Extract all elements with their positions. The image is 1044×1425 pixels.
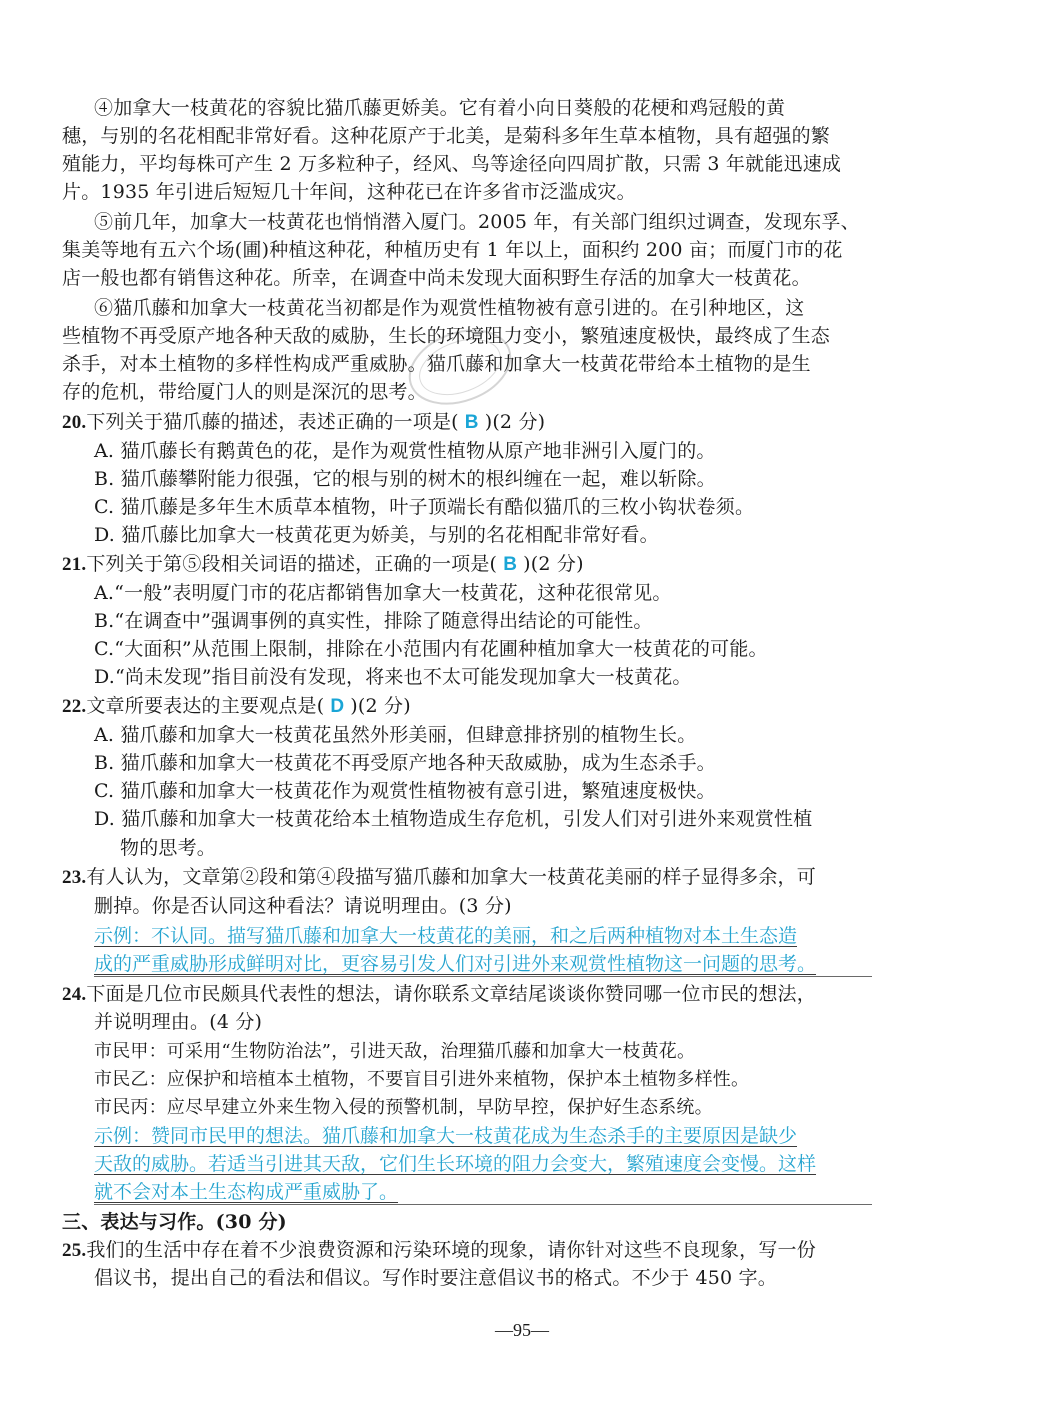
page-number: —95— — [495, 1320, 549, 1340]
question-24-answer-line-2: 天敌的威胁。若适当引进其天敌，它们生长环境的阻力会变大，繁殖速度会变慢。这样 — [94, 1153, 817, 1175]
question-20-stem — [62, 408, 545, 437]
question-21-stem — [62, 550, 584, 579]
question-number: 25. — [62, 1240, 87, 1261]
citizen-c-opinion: 市民丙：应尽早建立外来生物入侵的预警机制，早防早控，保护好生态系统。 — [94, 1097, 713, 1118]
question-25-stem-cont: 倡议书，提出自己的看法和倡议。写作时要注意倡议书的格式。不少于 450 字。 — [94, 1267, 777, 1289]
passage-p6-line-2: 些植物不再受原产地各种天敌的威胁，生长的环境阻力变小，繁殖速度极快，最终成了生态 — [62, 325, 831, 347]
question-stem-text: 我们的生活中存在着不少浪费资源和污染环境的现象，请你针对这些不良现象，写一份 — [86, 1239, 816, 1261]
question-22-stem — [62, 692, 411, 721]
question-20-option-a: A. 猫爪藤长有鹅黄色的花，是作为观赏性植物从原产地非洲引入厦门的。 — [94, 440, 716, 462]
question-stem-text: 下列关于猫爪藤的描述，表述正确的一项是( — [86, 411, 459, 433]
question-number: 20. — [62, 412, 87, 433]
section-heading: 三、表达与习作。(30 分) — [62, 1211, 287, 1233]
question-20-option-d: D. 猫爪藤比加拿大一枝黄花更为娇美，与别的名花相配非常好看。 — [94, 524, 659, 546]
passage-p4-line-4: 片。1935 年引进后短短几十年间，这种花已在许多省市泛滥成灾。 — [62, 181, 636, 203]
question-22-option-b: B. 猫爪藤和加拿大一枝黄花不再受原产地各种天敌威胁，成为生态杀手。 — [94, 752, 716, 774]
question-stem-text: 文章所要表达的主要观点是( — [86, 695, 325, 717]
question-24-answer-line-1: 示例：赞同市民甲的想法。猫爪藤和加拿大一枝黄花成为生态杀手的主要原因是缺少 — [94, 1125, 798, 1147]
passage-p4-line-3: 殖能力，平均每株可产生 2 万多粒种子，经风、鸟等途径向四周扩散，只需 3 年就能迅速成 — [62, 153, 842, 175]
citizen-b-opinion: 市民乙：应保护和培植本土植物，不要盲目引进外来植物，保护本土植物多样性。 — [94, 1069, 750, 1090]
question-number: 21. — [62, 554, 87, 575]
question-score: )(2 分) — [350, 695, 411, 717]
passage-p5-line-1: ⑤前几年，加拿大一枝黄花也悄悄潜入厦门。2005 年，有关部门组织过调查，发现东孚、 — [94, 211, 860, 233]
answer-choice: B — [464, 412, 479, 433]
citizen-a-opinion: 市民甲：可采用“生物防治法”，引进天敌，治理猫爪藤和加拿大一枝黄花。 — [94, 1041, 696, 1062]
question-22-option-d: D. 猫爪藤和加拿大一枝黄花给本土植物造成生存危机，引发人们对引进外来观赏性植 — [94, 808, 813, 830]
question-stem-text: 下列关于第⑤段相关词语的描述，正确的一项是( — [86, 553, 498, 575]
question-21-option-a: A.“一般”表明厦门市的花店都销售加拿大一枝黄花，这种花很常见。 — [94, 582, 672, 604]
answer-underline — [94, 1204, 872, 1205]
question-24-stem — [62, 980, 816, 1009]
answer-underline — [94, 976, 872, 977]
passage-p5-line-2: 集美等地有五六个场(圃)种植这种花，种植历史有 1 年以上，面积约 200 亩；而厦门市的花 — [62, 239, 843, 261]
question-21-option-c: C.“大面积”从范围上限制，排除在小范围内有花圃种植加拿大一枝黄花的可能。 — [94, 638, 768, 660]
passage-p6-line-1: ⑥猫爪藤和加拿大一枝黄花当初都是作为观赏性植物被有意引进的。在引种地区，这 — [94, 297, 805, 319]
question-score: )(2 分) — [484, 411, 546, 433]
question-20-option-c: C. 猫爪藤是多年生木质草本植物，叶子顶端长有酷似猫爪的三枚小钩状卷须。 — [94, 496, 755, 518]
question-score: )(2 分) — [523, 553, 584, 575]
question-number: 24. — [62, 984, 87, 1005]
question-25-stem — [62, 1236, 816, 1265]
question-21-option-b: B.“在调查中”强调事例的真实性，排除了随意得出结论的可能性。 — [94, 610, 653, 632]
question-23-answer-line-2: 成的严重威胁形成鲜明对比，更容易引发人们对引进外来观赏性植物这一问题的思考。 — [94, 953, 817, 975]
passage-p5-line-3: 店一般也都有销售这种花。所幸，在调查中尚未发现大面积野生存活的加拿大一枝黄花。 — [62, 267, 811, 289]
question-23-stem — [62, 863, 816, 892]
question-21-option-d: D.“尚未发现”指目前没有发现，将来也不太可能发现加拿大一枝黄花。 — [94, 666, 692, 688]
question-stem-text: 下面是几位市民颇具代表性的想法，请你联系文章结尾谈谈你赞同哪一位市民的想法， — [86, 983, 816, 1005]
answer-choice: D — [330, 696, 345, 717]
question-22-option-d-cont: 物的思考。 — [120, 837, 217, 859]
question-24-answer-line-3: 就不会对本土生态构成严重威胁了。 — [94, 1181, 399, 1203]
question-number: 23. — [62, 867, 87, 888]
question-stem-text: 有人认为，文章第②段和第④段描写猫爪藤和加拿大一枝黄花美丽的样子显得多余，可 — [86, 866, 816, 888]
passage-p4-line-2: 穗，与别的名花相配非常好看。这种花原产于北美，是菊科多年生草本植物，具有超强的繁 — [62, 125, 831, 147]
question-23-stem-cont: 删掉。你是否认同这种看法？请说明理由。(3 分) — [94, 895, 512, 917]
passage-p4-line-1: ④加拿大一枝黄花的容貌比猫爪藤更娇美。它有着小向日葵般的花梗和鸡冠般的黄 — [94, 97, 786, 119]
passage-p6-line-4: 存的危机，带给厦门人的则是深沉的思考。 — [62, 381, 427, 403]
answer-choice: B — [503, 554, 518, 575]
question-23-answer-line-1: 示例：不认同。描写猫爪藤和加拿大一枝黄花的美丽，和之后两种植物对本土生态造 — [94, 925, 798, 947]
question-22-option-a: A. 猫爪藤和加拿大一枝黄花虽然外形美丽，但肆意排挤别的植物生长。 — [94, 724, 697, 746]
question-number: 22. — [62, 696, 87, 717]
question-20-option-b: B. 猫爪藤攀附能力很强，它的根与别的树木的根纠缠在一起，难以斩除。 — [94, 468, 716, 490]
question-24-stem-cont: 并说明理由。(4 分) — [94, 1011, 263, 1033]
question-22-option-c: C. 猫爪藤和加拿大一枝黄花作为观赏性植物被有意引进，繁殖速度极快。 — [94, 780, 716, 802]
passage-p6-line-3: 杀手，对本土植物的多样性构成严重威胁。猫爪藤和加拿大一枝黄花带给本土植物的是生 — [62, 353, 811, 375]
